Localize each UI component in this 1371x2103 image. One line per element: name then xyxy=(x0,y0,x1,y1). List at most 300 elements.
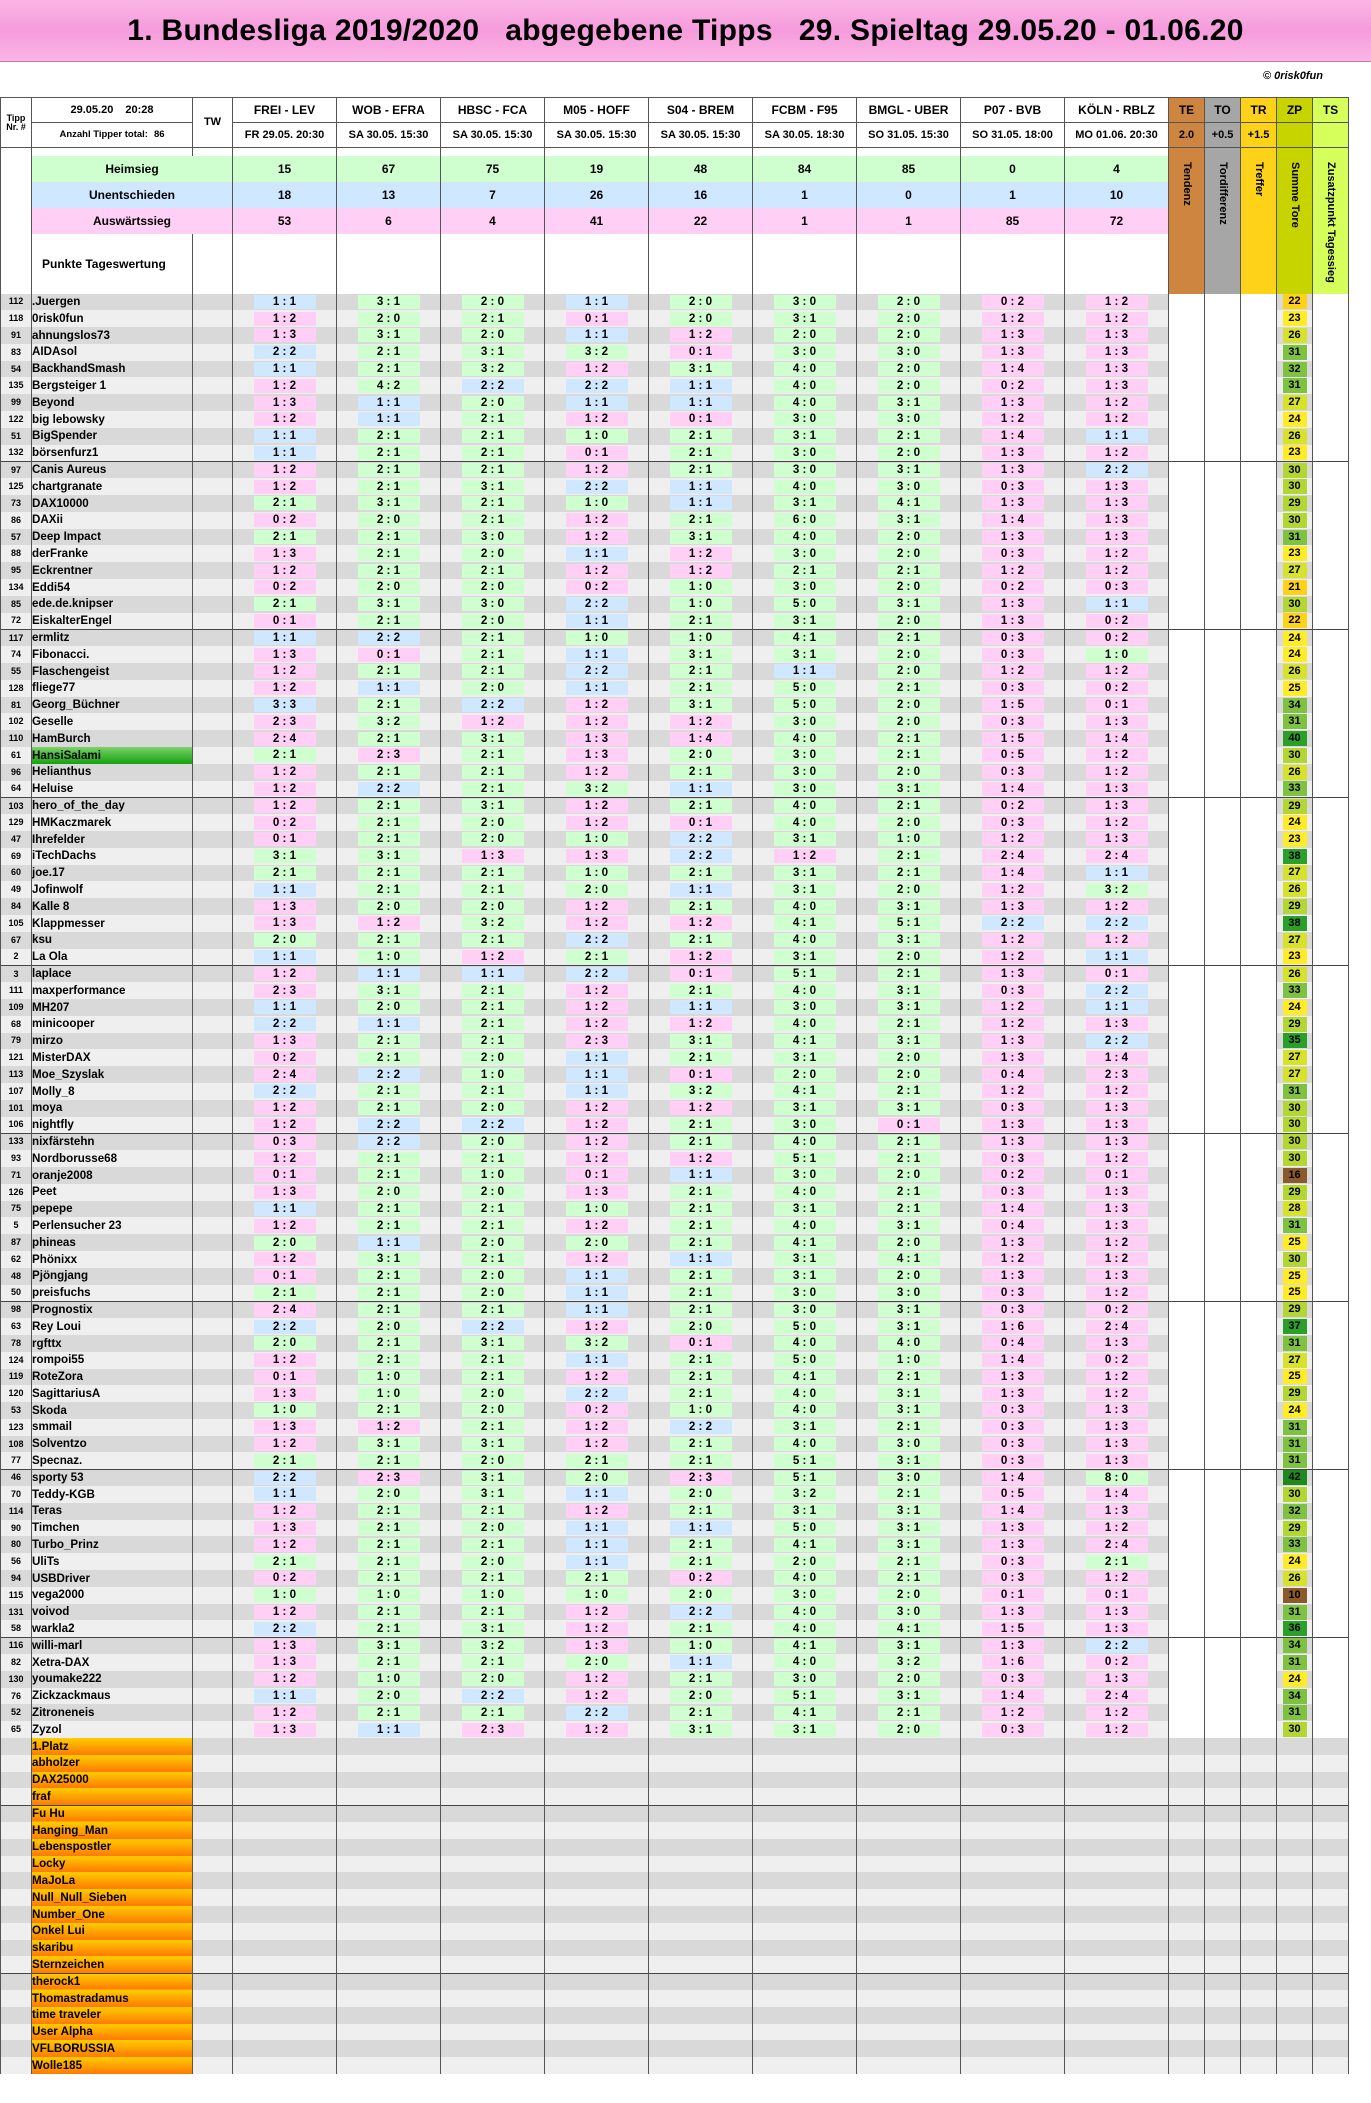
score-te xyxy=(1169,797,1205,814)
player-tw xyxy=(193,1536,233,1553)
player-name: warkla2 xyxy=(32,1620,193,1637)
match-teams-7: BMGL - UBER xyxy=(857,98,961,123)
score-to xyxy=(1205,1704,1241,1721)
tipp-cell xyxy=(545,1671,649,1688)
tipp-cell xyxy=(337,949,441,966)
tipp-cell xyxy=(1065,881,1169,898)
tipp-score: 2 : 2 xyxy=(1086,1034,1148,1048)
tipp-score: 1 : 1 xyxy=(566,328,628,342)
tipp-score: 2 : 1 xyxy=(358,362,420,376)
tipp-cell xyxy=(857,730,961,747)
tipp-score: 1 : 1 xyxy=(358,396,420,410)
tipp-score: 2 : 1 xyxy=(358,1655,420,1669)
summe-tore-value: 25 xyxy=(1283,1285,1307,1300)
punkte-cell xyxy=(337,234,441,294)
tipp-score: 2 : 1 xyxy=(254,1555,316,1569)
tipp-score: 1 : 1 xyxy=(254,950,316,964)
tipp-cell xyxy=(441,898,545,915)
player-tw xyxy=(193,1620,233,1637)
tipp-score: 2 : 1 xyxy=(878,1185,940,1199)
tipp-score: 2 : 1 xyxy=(358,1202,420,1216)
tipp-cell xyxy=(233,1335,337,1352)
empty-cell xyxy=(441,2007,545,2024)
tipp-score: 0 : 2 xyxy=(254,580,316,594)
empty-cell xyxy=(961,1856,1065,1873)
tipp-score: 2 : 1 xyxy=(358,1084,420,1098)
empty-cell xyxy=(1313,1923,1349,1940)
tipp-cell xyxy=(753,1268,857,1285)
player-name: Bergsteiger 1 xyxy=(32,377,193,394)
empty-cell xyxy=(1205,1755,1241,1772)
tipp-score: 1 : 4 xyxy=(982,782,1044,796)
tagessieg-cell xyxy=(1313,1301,1349,1318)
empty-cell xyxy=(1313,1856,1349,1873)
tipp-cell xyxy=(753,1083,857,1100)
tipp-score: 4 : 0 xyxy=(774,1017,836,1031)
summe-tore-cell xyxy=(1277,310,1313,327)
tipp-score: 2 : 2 xyxy=(566,1706,628,1720)
tipp-score: 2 : 1 xyxy=(254,597,316,611)
empty-cell xyxy=(441,1755,545,1772)
player-row xyxy=(1,915,1349,932)
tipp-cell xyxy=(233,629,337,646)
tipp-cell xyxy=(441,545,545,562)
tipp-score: 2 : 0 xyxy=(358,580,420,594)
tipp-cell xyxy=(961,596,1065,613)
tipp-cell xyxy=(545,1184,649,1201)
tipp-cell xyxy=(337,1385,441,1402)
tipp-cell xyxy=(857,294,961,311)
tipp-cell xyxy=(233,1620,337,1637)
tagessieg-cell xyxy=(1313,932,1349,949)
tipp-cell xyxy=(233,1033,337,1050)
summe-tore-cell xyxy=(1277,1301,1313,1318)
tipp-score: 3 : 2 xyxy=(566,1336,628,1350)
tipp-cell xyxy=(545,949,649,966)
te-value: 2.0 xyxy=(1169,123,1205,148)
summe-tore-cell xyxy=(1277,764,1313,781)
empty-cell xyxy=(1205,1956,1241,1973)
summe-tore-cell xyxy=(1277,1419,1313,1436)
tipp-score: 0 : 1 xyxy=(254,1269,316,1283)
summe-tore-value: 30 xyxy=(1283,597,1307,612)
player-tw xyxy=(193,1117,233,1134)
empty-cell xyxy=(1241,1738,1277,1755)
tipp-score: 2 : 1 xyxy=(462,1538,524,1552)
player-tw xyxy=(193,327,233,344)
tipp-score: 2 : 1 xyxy=(670,1538,732,1552)
tipp-score: 1 : 0 xyxy=(462,1588,524,1602)
tipp-score: 1 : 0 xyxy=(566,496,628,510)
empty-cell xyxy=(193,1822,233,1839)
player-tw xyxy=(193,495,233,512)
tagessieg-cell xyxy=(1313,814,1349,831)
player-row xyxy=(1,730,1349,747)
empty-cell xyxy=(1277,2024,1313,2041)
tipp-score: 2 : 0 xyxy=(462,1387,524,1401)
extra-row xyxy=(1,2007,1349,2024)
score-to xyxy=(1205,461,1241,478)
tipp-score: 2 : 2 xyxy=(462,698,524,712)
tipp-score: 1 : 2 xyxy=(566,1135,628,1149)
score-tr xyxy=(1241,613,1277,630)
player-row xyxy=(1,999,1349,1016)
tipp-score: 4 : 1 xyxy=(774,916,836,930)
tipp-cell xyxy=(337,1536,441,1553)
tipp-cell xyxy=(857,1066,961,1083)
player-name: minicooper xyxy=(32,1016,193,1033)
tipp-cell xyxy=(649,1570,753,1587)
tipp-cell xyxy=(441,831,545,848)
tipp-score: 3 : 1 xyxy=(670,530,732,544)
player-name: moya xyxy=(32,1100,193,1117)
summe-tore-cell xyxy=(1277,1352,1313,1369)
tipp-cell xyxy=(233,1268,337,1285)
empty-cell xyxy=(1313,2040,1349,2057)
player-name: Georg_Büchner xyxy=(32,697,193,714)
player-name: Eddi54 xyxy=(32,579,193,596)
summe-tore-value: 31 xyxy=(1283,1705,1307,1720)
tipp-cell xyxy=(337,646,441,663)
tipp-cell xyxy=(545,428,649,445)
tipp-cell xyxy=(961,1100,1065,1117)
summe-tore-cell xyxy=(1277,428,1313,445)
player-row xyxy=(1,982,1349,999)
score-te xyxy=(1169,1385,1205,1402)
tipp-cell xyxy=(753,596,857,613)
tipp-score: 2 : 0 xyxy=(878,1051,940,1065)
tipp-score: 1 : 1 xyxy=(670,396,732,410)
tipp-score: 2 : 2 xyxy=(462,1689,524,1703)
tipp-score: 0 : 1 xyxy=(254,614,316,628)
tagessieg-cell xyxy=(1313,1721,1349,1738)
summe-tore-cell xyxy=(1277,1604,1313,1621)
score-te xyxy=(1169,713,1205,730)
empty-cell xyxy=(1277,1923,1313,1940)
empty-cell xyxy=(1169,1839,1205,1856)
tipp-cell xyxy=(649,1117,753,1134)
tipp-cell xyxy=(649,512,753,529)
tipp-cell xyxy=(961,1604,1065,1621)
tipp-cell xyxy=(233,445,337,462)
player-nr: 62 xyxy=(1,1251,32,1268)
tipp-score: 3 : 1 xyxy=(878,1454,940,1468)
empty-cell xyxy=(1313,2024,1349,2041)
tipp-score: 2 : 1 xyxy=(462,1252,524,1266)
tipp-cell xyxy=(857,1217,961,1234)
player-row xyxy=(1,1150,1349,1167)
tipp-score: 1 : 2 xyxy=(982,1706,1044,1720)
tipp-score: 1 : 0 xyxy=(670,597,732,611)
tipp-score: 3 : 1 xyxy=(774,1051,836,1065)
tipp-cell xyxy=(961,377,1065,394)
empty-cell xyxy=(649,1973,753,1990)
tipp-score: 2 : 1 xyxy=(878,849,940,863)
tipp-score: 2 : 2 xyxy=(566,597,628,611)
empty-cell xyxy=(961,1788,1065,1805)
score-te xyxy=(1169,1486,1205,1503)
tipp-score: 1 : 2 xyxy=(982,664,1044,678)
tipp-score: 1 : 3 xyxy=(1086,379,1148,393)
player-tw xyxy=(193,1604,233,1621)
summe-tore-value: 29 xyxy=(1283,899,1307,914)
tipp-cell xyxy=(961,478,1065,495)
tipp-cell xyxy=(1065,1721,1169,1738)
score-tr xyxy=(1241,1520,1277,1537)
tipp-cell xyxy=(441,1385,545,1402)
tipp-score: 1 : 3 xyxy=(982,463,1044,477)
player-nr: 109 xyxy=(1,999,32,1016)
player-nr xyxy=(1,1872,32,1889)
empty-cell xyxy=(1169,1856,1205,1873)
summe-tore-cell xyxy=(1277,831,1313,848)
tipp-score: 2 : 1 xyxy=(462,412,524,426)
tipp-score: 3 : 1 xyxy=(878,1639,940,1653)
tipp-cell xyxy=(233,1217,337,1234)
tipp-score: 3 : 1 xyxy=(878,513,940,527)
tipp-score: 2 : 1 xyxy=(462,782,524,796)
tipp-score: 2 : 0 xyxy=(878,446,940,460)
tipp-cell xyxy=(753,1503,857,1520)
summe-tore-cell xyxy=(1277,898,1313,915)
tipp-score: 4 : 1 xyxy=(774,1084,836,1098)
score-to xyxy=(1205,1587,1241,1604)
tipp-cell xyxy=(545,562,649,579)
tipp-score: 1 : 3 xyxy=(982,1639,1044,1653)
summe-tore-cell xyxy=(1277,646,1313,663)
tipp-cell xyxy=(961,663,1065,680)
empty-cell xyxy=(1277,1906,1313,1923)
empty-cell xyxy=(857,1990,961,2007)
tipp-cell xyxy=(961,1184,1065,1201)
tipp-cell xyxy=(233,1369,337,1386)
score-to xyxy=(1205,1654,1241,1671)
tipp-cell xyxy=(649,1318,753,1335)
tipp-score: 3 : 1 xyxy=(878,1403,940,1417)
empty-cell xyxy=(753,2057,857,2074)
tipp-cell xyxy=(545,764,649,781)
tipp-score: 1 : 3 xyxy=(254,648,316,662)
player-nr: 75 xyxy=(1,1201,32,1218)
tipp-cell xyxy=(649,545,753,562)
tagessieg-cell xyxy=(1313,865,1349,882)
player-tw xyxy=(193,747,233,764)
player-row xyxy=(1,663,1349,680)
tipp-score: 2 : 0 xyxy=(462,547,524,561)
summe-tore-cell xyxy=(1277,1620,1313,1637)
tipp-score: 2 : 1 xyxy=(358,1269,420,1283)
tipp-cell xyxy=(857,579,961,596)
tagessieg-cell xyxy=(1313,1268,1349,1285)
player-name: MH207 xyxy=(32,999,193,1016)
player-row xyxy=(1,1352,1349,1369)
score-te xyxy=(1169,1268,1205,1285)
tipp-cell xyxy=(753,730,857,747)
tipp-score: 1 : 1 xyxy=(566,1068,628,1082)
player-tw xyxy=(193,1335,233,1352)
tipp-cell xyxy=(1065,1234,1169,1251)
tipp-score: 2 : 1 xyxy=(878,1084,940,1098)
tipp-score: 3 : 1 xyxy=(774,496,836,510)
tipp-score: 1 : 4 xyxy=(1086,732,1148,746)
empty-cell xyxy=(441,1889,545,1906)
tipp-score: 2 : 1 xyxy=(358,463,420,477)
tipp-score: 1 : 0 xyxy=(670,580,732,594)
tipp-score: 1 : 3 xyxy=(982,1135,1044,1149)
tipp-cell xyxy=(753,865,857,882)
tipp-score: 0 : 1 xyxy=(670,967,732,981)
score-te xyxy=(1169,831,1205,848)
tipp-score: 1 : 2 xyxy=(982,1084,1044,1098)
tipp-score: 2 : 0 xyxy=(670,1320,732,1334)
score-te xyxy=(1169,1369,1205,1386)
summe-tore-value: 31 xyxy=(1283,1084,1307,1099)
player-nr: 111 xyxy=(1,982,32,999)
empty-cell xyxy=(1169,1889,1205,1906)
tipp-cell xyxy=(441,1486,545,1503)
tipp-cell xyxy=(337,1570,441,1587)
extra-name: Fu Hu xyxy=(32,1805,193,1822)
tipp-score: 3 : 1 xyxy=(774,1420,836,1434)
page-title: 1. Bundesliga 2019/2020 abgegebene Tipps 29. Spieltag 29.05.20 - 01.06.20 xyxy=(127,13,1244,47)
summe-tore-value: 29 xyxy=(1283,1185,1307,1200)
score-to xyxy=(1205,932,1241,949)
tipp-score: 2 : 3 xyxy=(462,1723,524,1737)
empty-cell xyxy=(1169,1755,1205,1772)
tipp-cell xyxy=(441,881,545,898)
time-text: 20:28 xyxy=(125,103,154,116)
tipp-score: 1 : 2 xyxy=(254,379,316,393)
empty-cell xyxy=(193,1990,233,2007)
score-te xyxy=(1169,1016,1205,1033)
player-nr: 69 xyxy=(1,848,32,865)
tipp-cell xyxy=(545,999,649,1016)
player-nr xyxy=(1,2057,32,2074)
tipp-cell xyxy=(961,781,1065,798)
player-row xyxy=(1,1520,1349,1537)
player-name: maxperformance xyxy=(32,982,193,999)
tipp-cell xyxy=(441,1452,545,1469)
player-row xyxy=(1,361,1349,378)
score-te xyxy=(1169,1100,1205,1117)
empty-cell xyxy=(545,1788,649,1805)
empty-cell xyxy=(1169,2024,1205,2041)
empty-cell xyxy=(753,1990,857,2007)
tipp-score: 1 : 0 xyxy=(566,1588,628,1602)
score-tr xyxy=(1241,1369,1277,1386)
score-tr xyxy=(1241,663,1277,680)
score-to xyxy=(1205,579,1241,596)
player-tw xyxy=(193,865,233,882)
tipp-score: 2 : 2 xyxy=(670,1420,732,1434)
player-name: Zitroneneis xyxy=(32,1704,193,1721)
tipp-score: 2 : 1 xyxy=(670,1622,732,1636)
summe-tore-cell xyxy=(1277,982,1313,999)
tipp-score: 2 : 0 xyxy=(878,580,940,594)
tipp-cell xyxy=(857,1033,961,1050)
empty-cell xyxy=(1313,1822,1349,1839)
score-tr xyxy=(1241,680,1277,697)
tipp-cell xyxy=(1065,562,1169,579)
score-to xyxy=(1205,1570,1241,1587)
player-nr: 128 xyxy=(1,680,32,697)
tipp-score: 3 : 1 xyxy=(670,1723,732,1737)
player-name: BigSpender xyxy=(32,428,193,445)
tipp-cell xyxy=(649,949,753,966)
player-nr: 65 xyxy=(1,1721,32,1738)
tipp-cell xyxy=(545,747,649,764)
extra-row xyxy=(1,1839,1349,1856)
summe-tore-cell xyxy=(1277,361,1313,378)
tipp-score: 4 : 0 xyxy=(774,1135,836,1149)
summe-tore-value: 34 xyxy=(1283,1638,1307,1653)
tipp-score: 1 : 2 xyxy=(1086,664,1148,678)
tipp-score: 3 : 2 xyxy=(462,1639,524,1653)
summe-tore-cell xyxy=(1277,495,1313,512)
player-tw xyxy=(193,1150,233,1167)
score-te xyxy=(1169,764,1205,781)
tipp-cell xyxy=(1065,1520,1169,1537)
summe-tore-value: 27 xyxy=(1283,1050,1307,1065)
player-name: Phönixx xyxy=(32,1251,193,1268)
empty-cell xyxy=(1313,1956,1349,1973)
player-row xyxy=(1,848,1349,865)
tipp-score: 1 : 0 xyxy=(358,950,420,964)
player-nr: 48 xyxy=(1,1268,32,1285)
tipp-cell xyxy=(337,730,441,747)
stat-h-7: 85 xyxy=(857,156,961,182)
score-te xyxy=(1169,646,1205,663)
tipp-cell xyxy=(1065,344,1169,361)
tipp-score: 2 : 2 xyxy=(566,1387,628,1401)
tipp-cell xyxy=(337,663,441,680)
score-tr xyxy=(1241,1217,1277,1234)
tipp-score: 2 : 2 xyxy=(670,849,732,863)
score-to xyxy=(1205,529,1241,546)
score-te xyxy=(1169,1620,1205,1637)
empty-cell xyxy=(753,1956,857,1973)
stat-a-9: 72 xyxy=(1065,208,1169,234)
player-tw xyxy=(193,1201,233,1218)
player-tw xyxy=(193,713,233,730)
tipp-score: 1 : 0 xyxy=(670,1403,732,1417)
player-nr: 50 xyxy=(1,1285,32,1302)
tagessieg-cell xyxy=(1313,1385,1349,1402)
tipp-score: 3 : 1 xyxy=(878,1538,940,1552)
tipp-cell xyxy=(649,394,753,411)
tipp-score: 0 : 1 xyxy=(670,816,732,830)
tipp-score: 2 : 1 xyxy=(462,1655,524,1669)
tipp-cell xyxy=(233,814,337,831)
empty-cell xyxy=(649,2024,753,2041)
score-to xyxy=(1205,1133,1241,1150)
player-nr: 46 xyxy=(1,1469,32,1486)
tipp-cell xyxy=(857,1352,961,1369)
tipp-cell xyxy=(1065,327,1169,344)
summe-tore-cell xyxy=(1277,545,1313,562)
tipp-score: 0 : 3 xyxy=(982,1454,1044,1468)
player-name: willi-marl xyxy=(32,1637,193,1654)
player-row xyxy=(1,461,1349,478)
player-tw xyxy=(193,394,233,411)
tipp-score: 1 : 3 xyxy=(982,530,1044,544)
tagessieg-cell xyxy=(1313,1587,1349,1604)
tipp-score: 2 : 1 xyxy=(358,1538,420,1552)
empty-cell xyxy=(753,2024,857,2041)
summe-tore-cell xyxy=(1277,1167,1313,1184)
tipp-cell xyxy=(961,848,1065,865)
tipp-score: 1 : 5 xyxy=(982,698,1044,712)
